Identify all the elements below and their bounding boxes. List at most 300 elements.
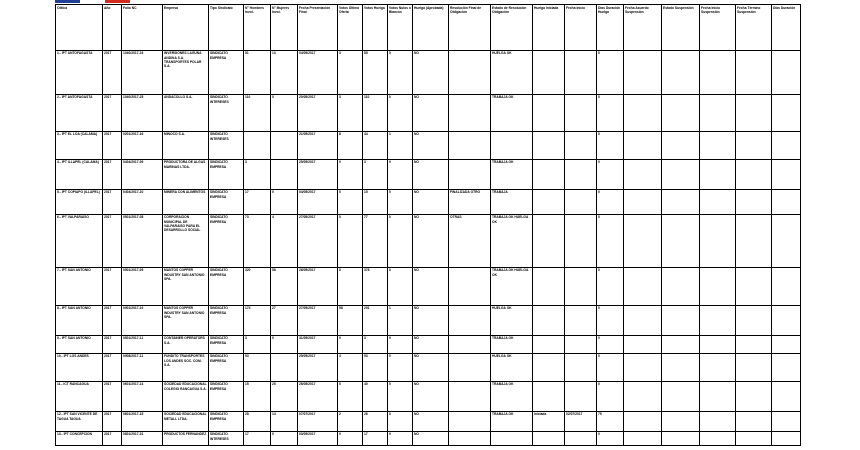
table-cell: 110 bbox=[363, 94, 388, 131]
table-cell bbox=[736, 131, 772, 159]
table-cell bbox=[700, 431, 736, 445]
table-cell: 3 bbox=[244, 159, 271, 189]
table-cell: TRABAJA OK bbox=[491, 411, 533, 431]
table-cell bbox=[772, 411, 801, 431]
table-cell: NO bbox=[413, 267, 449, 305]
table-cell bbox=[772, 353, 801, 381]
table-cell: 2017 bbox=[103, 431, 122, 445]
table-cell: 0 bbox=[338, 267, 363, 305]
table-cell: 0 bbox=[271, 189, 298, 214]
table-cell: 58 bbox=[338, 305, 363, 335]
table-cell bbox=[700, 267, 736, 305]
table-cell bbox=[533, 305, 565, 335]
column-header: Votos Nulos o Blancos bbox=[388, 5, 413, 51]
table-cell bbox=[565, 431, 597, 445]
table-cell: 44 bbox=[363, 131, 388, 159]
table-cell: SINDICATO EMPRESA bbox=[209, 335, 244, 353]
table-cell bbox=[662, 305, 700, 335]
table-cell: TRABAJA bbox=[491, 189, 533, 214]
table-cell: 53 bbox=[244, 353, 271, 381]
table-cell: 0201/2017-16 bbox=[122, 131, 163, 159]
table-cell: 3.- IPT EL LOA (CALAMA) bbox=[56, 131, 103, 159]
table-cell: 04/05/2017 bbox=[298, 189, 338, 214]
table-cell: 26 bbox=[363, 411, 388, 431]
table-cell: 2017 bbox=[103, 189, 122, 214]
table-cell: NO bbox=[413, 131, 449, 159]
table-cell bbox=[244, 131, 271, 159]
table-cell: SINDICATO EMPRESA bbox=[209, 381, 244, 411]
table-cell: INVERSIONES LAGUNA ANDINA S.A. TRANSPORTES POLAR S.A. bbox=[163, 50, 209, 94]
table-row bbox=[56, 131, 801, 159]
table-cell: 53 bbox=[363, 353, 388, 381]
table-cell: 0 bbox=[388, 381, 413, 411]
table-cell: 0 bbox=[338, 159, 363, 189]
table-cell bbox=[736, 431, 772, 445]
column-header: Fecha Inicio Suspensión bbox=[700, 5, 736, 51]
table-cell bbox=[624, 381, 662, 411]
table-cell: HUELGA OK bbox=[491, 50, 533, 94]
table-cell: 0 bbox=[338, 431, 363, 445]
table-cell bbox=[533, 50, 565, 94]
column-header: Días Duración bbox=[772, 5, 801, 51]
table-cell: NO bbox=[413, 159, 449, 189]
table-cell: SINDICATO EMPRESA bbox=[209, 214, 244, 267]
table-row bbox=[56, 431, 801, 445]
table-cell bbox=[449, 131, 491, 159]
table-cell: 2017 bbox=[103, 131, 122, 159]
table-cell bbox=[700, 94, 736, 131]
column-header: N° Mujeres Invol. bbox=[271, 5, 298, 51]
table-cell: SINDICATO EMPRESA bbox=[209, 159, 244, 189]
table-cell: 0 bbox=[597, 189, 624, 214]
table-cell: SINDICATO EMPRESA bbox=[209, 411, 244, 431]
table-cell: 9.- IPT SAN ANTONIO bbox=[56, 335, 103, 353]
table-cell: TRABAJA OK HUELGA OK bbox=[491, 267, 533, 305]
table-cell: TRABAJA OK bbox=[491, 335, 533, 353]
table-cell bbox=[662, 214, 700, 267]
table-cell bbox=[662, 353, 700, 381]
table-cell: PRODUCTORA DE ALGAS MARINAS LTDA. bbox=[163, 159, 209, 189]
table-cell: NO bbox=[413, 335, 449, 353]
table-row bbox=[56, 305, 801, 335]
table-cell: SINDICATO INTERESES bbox=[209, 431, 244, 445]
table-cell bbox=[491, 431, 533, 445]
table-cell: 21/05/2017 bbox=[298, 131, 338, 159]
table-cell bbox=[662, 189, 700, 214]
table-cell: 11.- ICT RANCAGUA bbox=[56, 381, 103, 411]
table-cell: NO bbox=[413, 381, 449, 411]
table-cell: 2.- IPT ANTOFAGASTA bbox=[56, 94, 103, 131]
table-cell: 3 bbox=[244, 335, 271, 353]
table-row bbox=[56, 159, 801, 189]
table-cell bbox=[772, 381, 801, 411]
table-cell: 0501/2017-09 bbox=[122, 267, 163, 305]
table-cell: 0 bbox=[338, 381, 363, 411]
table-cell: 2017 bbox=[103, 353, 122, 381]
table-cell bbox=[662, 94, 700, 131]
table-cell: SINDICATO EMPRESA bbox=[209, 189, 244, 214]
table-cell: 2017 bbox=[103, 159, 122, 189]
flag-blue-stripe bbox=[55, 0, 80, 3]
table-cell: 0 bbox=[597, 381, 624, 411]
table-cell bbox=[565, 159, 597, 189]
table-cell bbox=[700, 159, 736, 189]
table-cell bbox=[662, 159, 700, 189]
column-header: Olítica bbox=[56, 5, 103, 51]
table-cell bbox=[772, 131, 801, 159]
table-cell: 0404/2017-09 bbox=[122, 159, 163, 189]
table-cell: 04/05/2017 bbox=[298, 50, 338, 94]
table-cell: 0 bbox=[271, 431, 298, 445]
table-cell: 12.- IPT SAN VICENTE DE TAGUA TAGUA bbox=[56, 411, 103, 431]
table-row bbox=[56, 267, 801, 305]
table-cell: 25/05/2017 bbox=[298, 353, 338, 381]
table-cell bbox=[700, 411, 736, 431]
table-cell: 13 bbox=[271, 50, 298, 94]
column-header: Huelga (Aprobada) bbox=[413, 5, 449, 51]
table-cell: 26/05/2017 bbox=[298, 267, 338, 305]
table-cell: 4 bbox=[271, 214, 298, 267]
table-cell bbox=[533, 335, 565, 353]
table-cell: 2017 bbox=[103, 411, 122, 431]
column-header: Estado de Resolución Obligación bbox=[491, 5, 533, 51]
table-cell: 0 bbox=[388, 159, 413, 189]
table-cell: 0 bbox=[597, 94, 624, 131]
table-cell: NO bbox=[413, 431, 449, 445]
table-cell bbox=[736, 411, 772, 431]
table-cell: SOCIEDAD EDUCACIONAL COLEGIO RANCAGUA S.A. bbox=[163, 381, 209, 411]
table-cell bbox=[772, 189, 801, 214]
table-cell bbox=[533, 431, 565, 445]
table-cell bbox=[700, 353, 736, 381]
table-cell: 0 bbox=[597, 353, 624, 381]
table-cell: 3 bbox=[338, 50, 363, 94]
table-cell bbox=[662, 335, 700, 353]
table-cell: 75 bbox=[597, 411, 624, 431]
table-cell bbox=[662, 411, 700, 431]
table-row bbox=[56, 214, 801, 267]
table-cell bbox=[662, 381, 700, 411]
table-cell: 6.- IPT VALPARAISO bbox=[56, 214, 103, 267]
table-cell: 85 bbox=[363, 50, 388, 94]
table-cell: TRABAJA OK bbox=[491, 381, 533, 411]
table-cell bbox=[772, 50, 801, 94]
table-cell: Iniciada bbox=[533, 411, 565, 431]
table-cell: 0 bbox=[271, 335, 298, 353]
table-cell: 58 bbox=[271, 267, 298, 305]
table-cell: FUNDITO TRANSPORTES LOS ANDES SOC. COM. S.A. bbox=[163, 353, 209, 381]
table-row bbox=[56, 94, 801, 131]
column-header: N° Hombres Invol. bbox=[244, 5, 271, 51]
table-cell: 3 bbox=[363, 159, 388, 189]
table-cell bbox=[565, 189, 597, 214]
table-cell: 2017 bbox=[103, 381, 122, 411]
table-cell: TRABAJA OK HUELGA OK bbox=[491, 214, 533, 267]
header-flag-bar bbox=[55, 0, 130, 3]
table-cell: SOCIEDAD EDUCACIONAL METALL LTDA. bbox=[163, 411, 209, 431]
table-cell bbox=[700, 305, 736, 335]
table-cell: 26/05/2017 bbox=[298, 381, 338, 411]
table-cell bbox=[624, 131, 662, 159]
table-cell: 2017 bbox=[103, 94, 122, 131]
table-cell bbox=[624, 214, 662, 267]
table-cell: 77 bbox=[363, 214, 388, 267]
table-cell bbox=[736, 267, 772, 305]
table-cell: OTRAS bbox=[449, 214, 491, 267]
table-cell bbox=[772, 214, 801, 267]
table-row bbox=[56, 381, 801, 411]
table-cell bbox=[736, 381, 772, 411]
table-cell: 0 bbox=[338, 189, 363, 214]
table-row bbox=[56, 353, 801, 381]
table-cell: 4 bbox=[338, 353, 363, 381]
table-cell bbox=[700, 189, 736, 214]
column-header: Fecha Acuerdo Suspensión bbox=[624, 5, 662, 51]
table-cell bbox=[624, 305, 662, 335]
table-cell: TRABAJA OK bbox=[491, 159, 533, 189]
table-cell: 0501/2017-11 bbox=[122, 335, 163, 353]
table-cell: 17 bbox=[244, 189, 271, 214]
table-cell bbox=[662, 431, 700, 445]
table-cell: 2 bbox=[338, 411, 363, 431]
table-header-row bbox=[56, 5, 801, 51]
strike-records-table bbox=[55, 4, 801, 446]
table-cell bbox=[736, 159, 772, 189]
table-cell: NO bbox=[413, 411, 449, 431]
table-cell: 1.- IPT ANTOFAGASTA bbox=[56, 50, 103, 94]
table-cell bbox=[700, 381, 736, 411]
table-cell bbox=[736, 353, 772, 381]
table-cell bbox=[662, 131, 700, 159]
table-cell bbox=[700, 214, 736, 267]
table-cell: 0 bbox=[388, 335, 413, 353]
table-cell bbox=[736, 50, 772, 94]
table-cell: TRABAJA OK bbox=[491, 94, 533, 131]
table-cell bbox=[565, 381, 597, 411]
column-header: Fecha Término Suspensión bbox=[736, 5, 772, 51]
table-cell: MINERA CON ALIMENTOS bbox=[163, 189, 209, 214]
table-cell bbox=[700, 50, 736, 94]
column-header: Votos Última Oferta bbox=[338, 5, 363, 51]
table-cell: 4.- IPT ILLAPEL (CALAMA) bbox=[56, 159, 103, 189]
table-cell: 110 bbox=[244, 94, 271, 131]
table-cell: 0 bbox=[597, 431, 624, 445]
table-cell bbox=[565, 267, 597, 305]
table-cell bbox=[449, 94, 491, 131]
table-cell bbox=[533, 267, 565, 305]
table-cell: 27/05/2017 bbox=[298, 214, 338, 267]
table-cell: MANTOS COPPER INDUSTRY SAN ANTONIO SPA. bbox=[163, 267, 209, 305]
table-cell: 0 bbox=[597, 159, 624, 189]
table-cell bbox=[624, 335, 662, 353]
table-cell: 320 bbox=[244, 267, 271, 305]
table-cell: 25/05/2017 bbox=[298, 159, 338, 189]
table-cell: 0 bbox=[597, 50, 624, 94]
table-cell: 7.- IPT SAN ANTONIO bbox=[56, 267, 103, 305]
table-cell: 0 bbox=[388, 431, 413, 445]
table-cell: SINDICATO EMPRESA bbox=[209, 50, 244, 94]
table-cell: 0501/2017-08 bbox=[122, 214, 163, 267]
table-cell bbox=[772, 159, 801, 189]
table-cell: 0601/2017-14 bbox=[122, 381, 163, 411]
flag-red-stripe bbox=[105, 0, 130, 3]
table-cell: 0 bbox=[597, 335, 624, 353]
table-cell bbox=[449, 267, 491, 305]
table-cell: 0 bbox=[388, 353, 413, 381]
table-cell: 17 bbox=[244, 431, 271, 445]
table-cell bbox=[772, 335, 801, 353]
column-header: Fecha Presentación Final bbox=[298, 5, 338, 51]
table-cell: 3 bbox=[338, 94, 363, 131]
table-row bbox=[56, 189, 801, 214]
table-cell: MANTOS COPPER INDUSTRY SAN ANTONIO SPA. bbox=[163, 305, 209, 335]
table-cell: NO bbox=[413, 50, 449, 94]
table-cell: SINDICATO EMPRESA bbox=[209, 267, 244, 305]
column-header: Fecha Inicio bbox=[565, 5, 597, 51]
table-cell bbox=[533, 189, 565, 214]
table-cell: 0 bbox=[338, 335, 363, 353]
table-cell bbox=[565, 353, 597, 381]
table-cell bbox=[565, 305, 597, 335]
table-cell bbox=[662, 50, 700, 94]
table-row bbox=[56, 411, 801, 431]
table-cell bbox=[533, 353, 565, 381]
table-cell: 2017 bbox=[103, 50, 122, 94]
table-cell: 201 bbox=[363, 305, 388, 335]
table-cell: NO bbox=[413, 189, 449, 214]
table-cell bbox=[491, 131, 533, 159]
table-cell: 1040/2017-24 bbox=[122, 50, 163, 94]
table-cell bbox=[565, 335, 597, 353]
table-cell: 0 bbox=[388, 189, 413, 214]
table-cell: SINDICATO EMPRESA bbox=[209, 353, 244, 381]
table-cell bbox=[624, 50, 662, 94]
column-header: Folio NC bbox=[122, 5, 163, 51]
table-cell: SINDICATO EMPRESA bbox=[209, 305, 244, 335]
table-cell: 2017 bbox=[103, 214, 122, 267]
table-cell: 51 bbox=[244, 50, 271, 94]
table-cell bbox=[533, 94, 565, 131]
table-cell bbox=[565, 50, 597, 94]
table-cell bbox=[662, 267, 700, 305]
table-cell: 02/07/2017 bbox=[565, 411, 597, 431]
table-cell: 0 bbox=[597, 305, 624, 335]
column-header: Año bbox=[103, 5, 122, 51]
table-cell bbox=[736, 214, 772, 267]
table-cell: 378 bbox=[363, 267, 388, 305]
table-cell bbox=[772, 267, 801, 305]
table-row bbox=[56, 335, 801, 353]
column-header: Días Duración Huelga bbox=[597, 5, 624, 51]
table-cell: SINDICATO INTERESES bbox=[209, 131, 244, 159]
table-cell: 0 bbox=[388, 214, 413, 267]
table-cell: 0 bbox=[388, 411, 413, 431]
table-cell: 8 bbox=[338, 131, 363, 159]
table-cell bbox=[624, 431, 662, 445]
table-cell: NO bbox=[413, 214, 449, 267]
table-cell bbox=[772, 94, 801, 131]
table-cell: 17 bbox=[363, 431, 388, 445]
table-cell bbox=[449, 159, 491, 189]
table-cell: 2017 bbox=[103, 267, 122, 305]
table-cell bbox=[533, 214, 565, 267]
table-cell bbox=[772, 305, 801, 335]
table-cell bbox=[700, 131, 736, 159]
table-cell: 0508/2017-11 bbox=[122, 353, 163, 381]
table-cell bbox=[624, 94, 662, 131]
table-cell bbox=[565, 131, 597, 159]
table-cell: 2017 bbox=[103, 305, 122, 335]
table-cell: 1 bbox=[388, 305, 413, 335]
table-cell: 13.- IPT CONCEPCION bbox=[56, 431, 103, 445]
table-cell: 10.- IPT LOS ANDES bbox=[56, 353, 103, 381]
table-cell bbox=[449, 335, 491, 353]
table-cell: 27/05/2017 bbox=[298, 305, 338, 335]
table-cell: 14 bbox=[271, 411, 298, 431]
table-cell bbox=[624, 159, 662, 189]
table-cell: MINOCO S.A. bbox=[163, 131, 209, 159]
table-cell: SINDICATO INTERESES bbox=[209, 94, 244, 131]
flag-white-stripe bbox=[80, 0, 105, 3]
table-cell bbox=[565, 94, 597, 131]
table-cell bbox=[449, 353, 491, 381]
table-cell: 07/07/2017 bbox=[298, 411, 338, 431]
table-cell bbox=[624, 267, 662, 305]
table-cell bbox=[449, 411, 491, 431]
table-cell bbox=[533, 159, 565, 189]
table-cell bbox=[449, 305, 491, 335]
column-header: Empresa bbox=[163, 5, 209, 51]
table-cell: 0501/2017-10 bbox=[122, 305, 163, 335]
table-cell: 0404/2017-10 bbox=[122, 189, 163, 214]
table-cell: 15 bbox=[244, 381, 271, 411]
table-cell: 0 bbox=[597, 214, 624, 267]
table-cell bbox=[449, 431, 491, 445]
table-cell: 27 bbox=[271, 305, 298, 335]
table-cell bbox=[624, 189, 662, 214]
table-cell bbox=[736, 335, 772, 353]
column-header: Estado Suspensión bbox=[662, 5, 700, 51]
table-cell: 1 bbox=[388, 131, 413, 159]
column-header: Votos Huelga bbox=[363, 5, 388, 51]
table-cell bbox=[565, 214, 597, 267]
table-cell: 15 bbox=[363, 189, 388, 214]
table-cell bbox=[624, 411, 662, 431]
table-cell: 20/05/2017 bbox=[298, 94, 338, 131]
table-cell bbox=[736, 94, 772, 131]
table-cell: 0 bbox=[388, 50, 413, 94]
table-cell: 1040/2017-25 bbox=[122, 94, 163, 131]
table-cell: 0601/2017-15 bbox=[122, 411, 163, 431]
table-cell bbox=[449, 381, 491, 411]
table-cell: CONTAINER OPERATORS S.A. bbox=[163, 335, 209, 353]
table-cell: HUELGA OK bbox=[491, 305, 533, 335]
table-cell bbox=[736, 305, 772, 335]
table-cell: PRODUCTOS FERNANDEZ bbox=[163, 431, 209, 445]
column-header: Tipo Sindicato bbox=[209, 5, 244, 51]
table-cell: 28 bbox=[244, 411, 271, 431]
column-header: Resolución Final de Obligación bbox=[449, 5, 491, 51]
table-cell: 8.- IPT SAN ANTONIO bbox=[56, 305, 103, 335]
table-cell: 0801/2017-31 bbox=[122, 431, 163, 445]
table-cell bbox=[700, 335, 736, 353]
table-cell: 3 bbox=[363, 335, 388, 353]
table-cell bbox=[533, 131, 565, 159]
table-cell: NO bbox=[413, 94, 449, 131]
table-cell: 40 bbox=[363, 381, 388, 411]
table-cell bbox=[271, 353, 298, 381]
table-cell: 174 bbox=[244, 305, 271, 335]
